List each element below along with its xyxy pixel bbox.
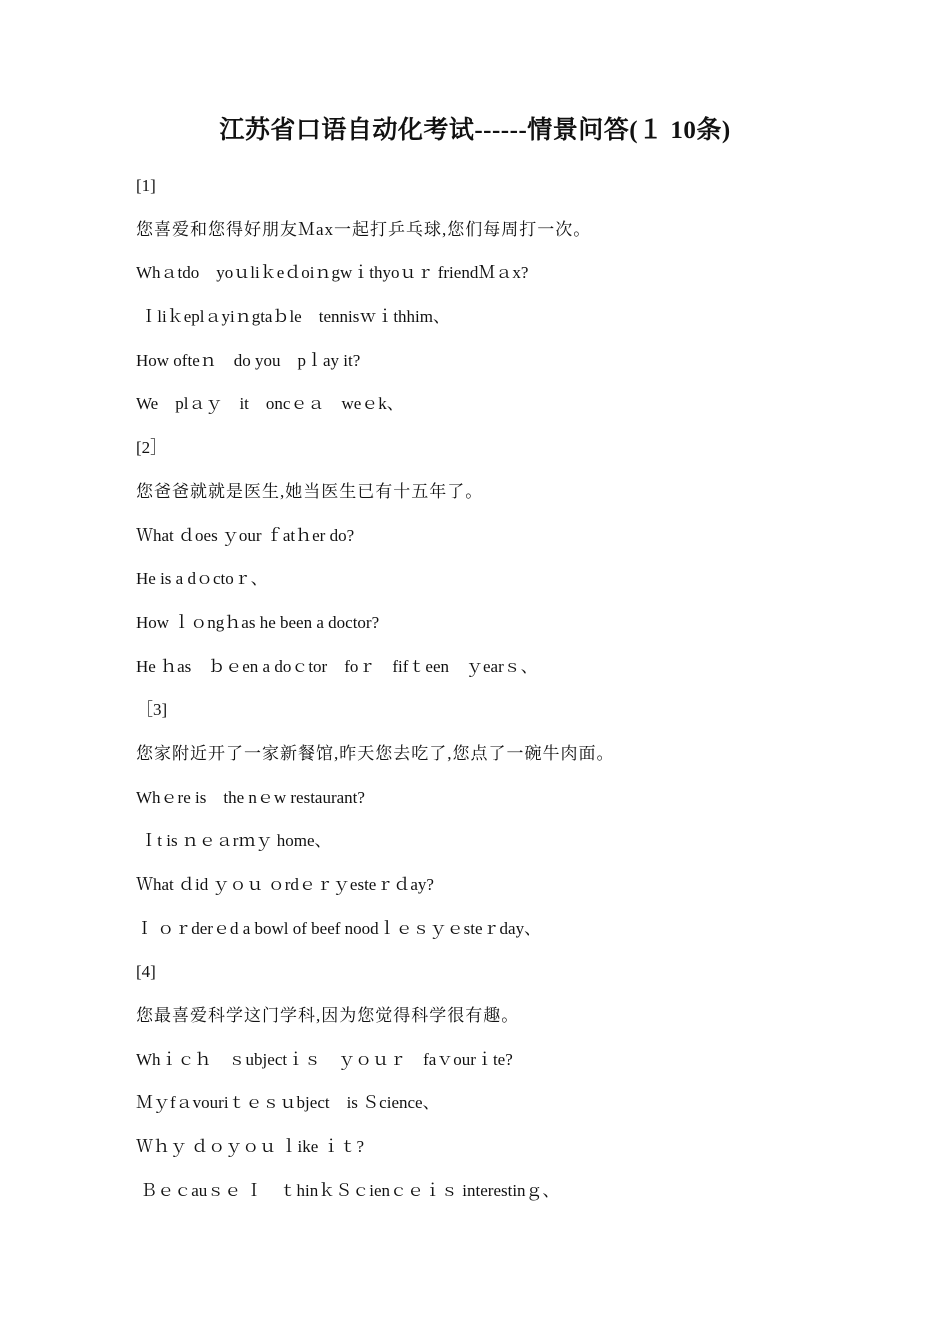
document-title: 江苏省口语自动化考试------情景问答(１ 10条) [219, 117, 731, 144]
question-number: [4] [136, 962, 156, 982]
dialogue-line: Ｗhat ｄid ｙｏｕ ｏrdｅｒｙesteｒｄay? [136, 875, 434, 894]
dialogue-line: Ｂｅｃauｓｅ Ｉ ｔhinｋＳｃienｃｅｉｓ interestinｇ、 [136, 1180, 560, 1200]
dialogue-line: Whｉｃｈ ｓubjectｉｓ ｙｏｕｒ faｖourｉte? [136, 1049, 513, 1069]
dialogue-line: How ｌｏngｈas he been a doctor? [136, 612, 380, 632]
dialogue-line: Ｉt is ｎｅａrｍｙ home、 [136, 831, 332, 851]
dialogue-line: How ofteｎ do you pｌay it? [136, 350, 361, 370]
dialogue-line: Whａtdo yoｕliｋeｄoiｎgwｉthyoｕｒ friendＭａx? [136, 263, 529, 283]
dialogue-line: We plａｙ it oncｅａ weｅk、 [136, 394, 404, 414]
question-number: [1] [136, 176, 156, 195]
dialogue-line: Ｗｈｙ ｄｏｙｏｕ ｌike ｉｔ? [136, 1137, 365, 1157]
dialogue-line: Ｉ ｏｒderｅd a bowl of beef noodｌｅｓｙｅsteｒday、 [136, 918, 542, 938]
dialogue-line: He is a dｏctoｒ、 [136, 569, 268, 589]
dialogue-line: He ｈas ｂｅen a doｃtor foｒ fifｔeen ｙearｓ、 [136, 656, 538, 676]
scenario-text: 您家附近开了一家新餐馆,昨天您去吃了,您点了一碗牛肉面。 [136, 743, 615, 763]
dialogue-line: Ｍｙfａvouriｔｅｓｕbject is Ｓcience、 [136, 1093, 440, 1113]
dialogue-line: Whｅre is the nｅw restaurant? [136, 787, 365, 807]
dialogue-line: Ｉliｋeplａyiｎgtaｂle tennisｗｉthhim、 [136, 307, 451, 327]
question-number: [2］ [136, 438, 168, 458]
scenario-text: 您爸爸就就是医生,她当医生已有十五年了。 [136, 481, 484, 501]
qa-list [136, 170, 856, 1219]
scenario-text: 您最喜爱科学这门学科,因为您觉得科学很有趣。 [136, 1006, 520, 1026]
scenario-text: 您喜爱和您得好朋友Ｍax一起打乒乓球,您们每周打一次。 [136, 219, 592, 239]
question-number: ［3] [136, 700, 168, 720]
dialogue-line: Ｗhat ｄoes ｙour ｆatｈer do? [136, 525, 355, 545]
